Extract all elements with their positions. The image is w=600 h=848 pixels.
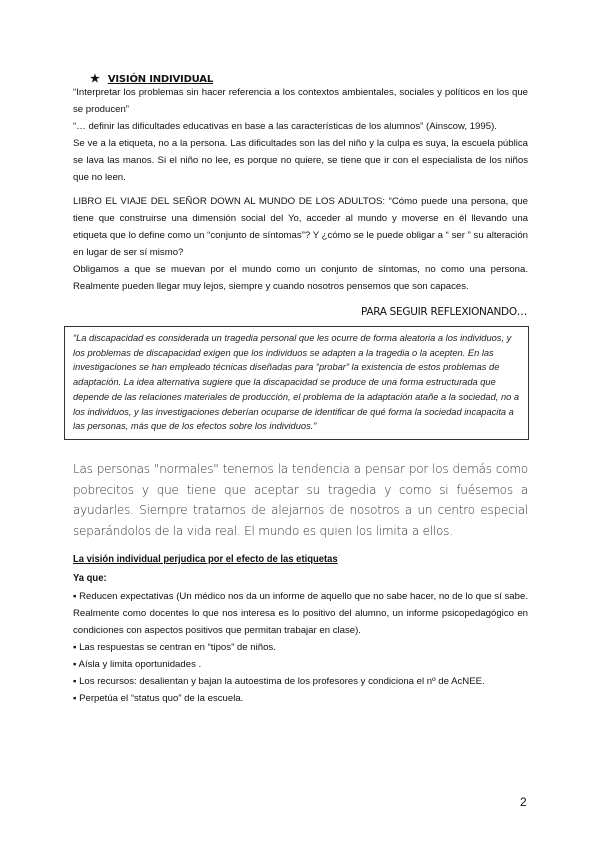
star-icon: ★: [90, 73, 100, 85]
intro-quote-1: “Interpretar los problemas sin hacer referencia a los contextos ambientales, sociales y políticos en los que se producen”: [73, 87, 528, 115]
reflection-title: PARA SEGUIR REFLEXIONANDO…: [360, 306, 527, 318]
page-number: 2: [520, 795, 527, 809]
bullet-icon: ▪: [73, 693, 80, 704]
list-item: ▪ Reducen expectativas (Un médico nos da un informe de aquello que no sabe hacer, no de lo que sí sabe. Realmente como docentes lo que nos interesa es lo positivo del alumno, un informe psicopedagógico en condiciones con aspectos positivos que permitan trabajar en clase).: [73, 591, 528, 636]
section-title: La visión individual perjudica por el efecto de las etiquetas: [73, 553, 338, 565]
list-item: ▪ Las respuestas se centran en “tipos” de niños.: [73, 642, 276, 653]
intro-quote-2: “… definir las dificultades educativas en base a las características de los alumnos” (Ainscow, 1995).: [73, 121, 497, 132]
bullet-icon: ▪: [73, 642, 80, 653]
bullet-icon: ▪: [73, 591, 80, 602]
book-block: [73, 193, 528, 295]
intro-paragraph: Se ve a la etiqueta, no a la persona. Las dificultades son las del niño y la culpa es suya, la escuela pública se lava las manos. Si el niño no lee, es porque no quiere, se tiene que ir con el especialista de los niños que no leen.: [73, 138, 528, 183]
list-item: ▪ Los recursos: desalientan y bajan la autoestima de los profesores y condiciona el nº de AcNEE.: [73, 676, 485, 687]
list-item: ▪ Aísla y limita oportunidades .: [73, 659, 202, 670]
section-lead: Ya que:: [73, 572, 107, 584]
book-paragraph: LIBRO EL VIAJE DEL SEÑOR DOWN AL MUNDO DE LOS ADULTOS: “Cómo puede una persona, que tiene que construirse una dimensión social del Yo, acceder al mundo y moverse en él llevando una etiqueta que lo define como un “conjunto de síntomas”? Y ¿cómo se le puede obligar a “ ser ” su alteración en lugar de ser sí mismo?: [73, 196, 528, 258]
quote-box: “La discapacidad es considerada un tragedia personal que les ocurre de forma aleatoria a los individuos, y los problemas de discapacidad exigen que los individuos se adapten a la tragedia o la acepten. En las investigaciones se han empleado técnicas diseñadas para “probar” la existencia de estos problemas de adaptación. La idea alternativa sugiere que la discapacidad se produce de una forma estructurada que depende de las relaciones materiales de producción, el problema de la adaptación atañe a la sociedad, no a los individuos, y las investigaciones deberían ocuparse de identificar de qué forma la sociedad incapacita a las personas, más que de los efectos sobre los individuos.”: [64, 326, 529, 440]
heading-title: VISIÓN INDIVIDUAL: [107, 74, 214, 85]
bullet-list: [73, 588, 528, 707]
book-comment: Obligamos a que se muevan por el mundo como un conjunto de síntomas, no como una persona. Realmente pueden llegar muy lejos, siempre y cuando nosotros pensemos que son capaces.: [73, 264, 528, 292]
bullet-icon: ▪: [73, 659, 79, 670]
list-item: ▪ Perpetúa el “status quo” de la escuela.: [73, 693, 244, 704]
handwritten-paragraph: Las personas "normales" tenemos la tendencia a pensar por los demás como pobrecitos y que tiene que aceptar su tragedia y como si fuésemos a ayudarles. Siempre tratamos de alejarnos de nosotros a un centro especial separándolos de la vida real. El mundo es quien los limita a ellos.: [73, 462, 528, 538]
intro-block: [73, 84, 528, 186]
bullet-icon: ▪: [73, 676, 80, 687]
